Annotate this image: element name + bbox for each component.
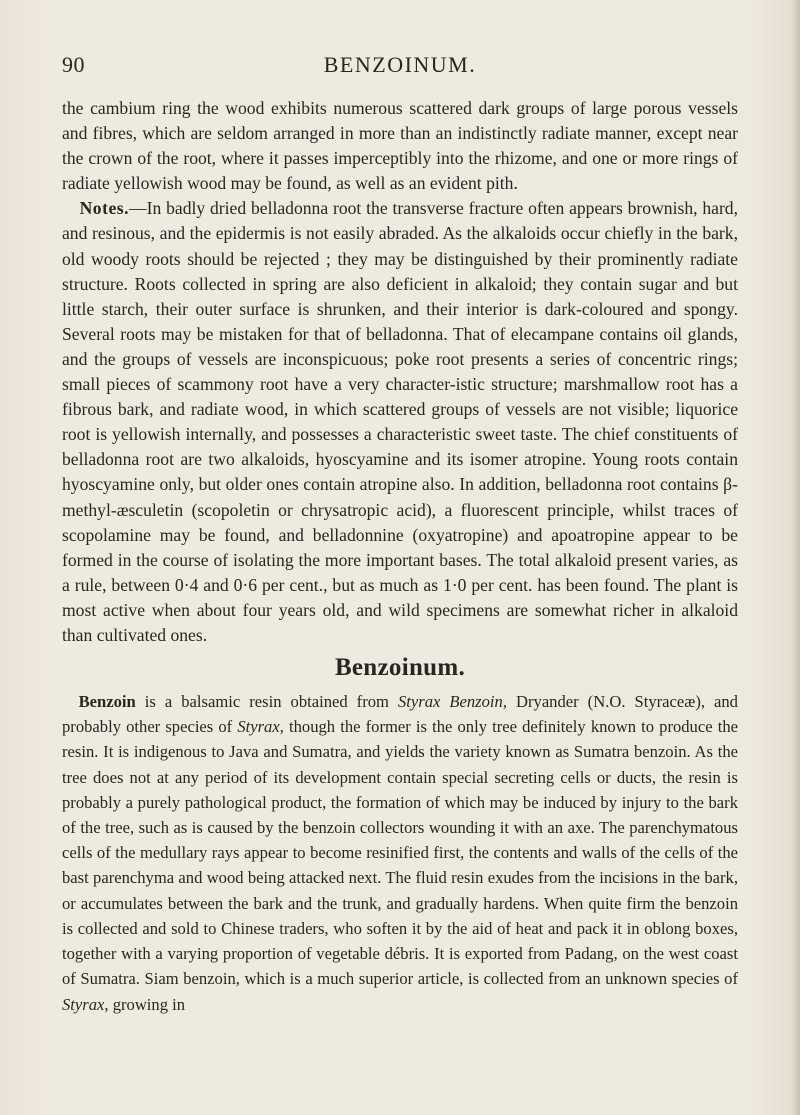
page-header <box>62 52 738 82</box>
species-styrax-benzoin: Styrax Benzoin <box>397 692 503 712</box>
page-edge-shadow <box>792 0 800 1115</box>
benzoin-text-b: , Dryander (N.O. Styraceæ), and probably other species of <box>62 692 738 737</box>
benzoin-text-d: , growing in <box>104 994 186 1014</box>
running-head: BENZOINUM. <box>323 52 477 77</box>
notes-text: —In badly dried belladonna root the transverse fracture often appears brownish, hard, and resinous, and the epidermis is not easily abraded. As the alkaloids occur chiefly in the bark, old woody roots should be rejected ; they may be distinguished by their prominently radiate structure. Roots collected in spring are also deficient in alkaloid; they contain sugar and but little starch, their outer surface is shrunken, and their interior is dark-coloured and spongy. Several roots may be mistaken for that of belladonna. That of elecampane contains oil glands, and the groups of vessels are inconspicuous; poke root presents a series of concentric rings; small pieces of scammony root have a very character-istic structure; marshmallow root has a fibrous bark, and radiate wood, in which scattered groups of vessels are not visible; liquorice root is yellowish internally, and possesses a characteristic sweet taste. The chief constituents of belladonna root are two alkaloids, hyoscyamine and its isomer atropine. Young roots contain hyoscyamine only, but older ones contain atropine also. In addition, belladonna root contains β-methyl-æsculetin (scopoletin or chrysatropic acid), a fluorescent principle, whilst traces of scopolamine may be found, and belladonnine (oxyatropine) and apoatropine appear to be formed in the course of isolating the more important bases. The total alkaloid present varies, as a rule, between 0·4 and 0·6 per cent., but as much as 1·0 per cent. has been found. The plant is most active when about four years old, and wild specimens are somewhat richer in alkaloid than cultivated ones. <box>62 198 738 645</box>
genus-styrax: Styrax <box>237 717 280 737</box>
page-body <box>62 96 738 1017</box>
continued-paragraph: the cambium ring the wood exhibits numerous scattered dark groups of large porous vessels and fibres, which are seldom arranged in more than an indistinctly radiate manner, except near the crown of the root, where it passes imperceptibly into the rhizome, and one or more rings of radiate yellowish wood may be found, as well as an evident pith. <box>62 98 738 194</box>
term-benzoin: Benzoin <box>78 692 136 712</box>
notes-paragraph <box>62 196 738 648</box>
benzoin-paragraph <box>62 689 738 1017</box>
benzoin-text-c: , though the former is the only tree definitely known to produce the resin. It is indigenous to Java and Sumatra, and yields the variety known as Sumatra benzoin. As the tree does not at any period of its development contain special secreting cells or ducts, the resin is probably a purely pathological product, the formation of which may be induced by injury to the bark of the tree, such as is caused by the benzoin collectors wounding it with an axe. The parenchymatous cells of the medullary rays appear to become resinified first, the contents and walls of the cells of the bast parenchyma and wood being attacked next. The fluid resin exudes from the incisions in the bark, or accumulates between the bark and the trunk, and gradually hardens. When quite firm the benzoin is collected and sold to Chinese traders, who soften it by the aid of heat and pack it in oblong boxes, together with a varying proportion of vegetable débris. It is exported from Padang, on the west coast of Sumatra. Siam benzoin, which is a much superior article, is collected from an unknown species of <box>62 717 738 989</box>
genus-styrax-end: Styrax <box>62 994 105 1014</box>
benzoin-text-a: is a balsamic resin obtained from <box>135 692 398 712</box>
section-title: Benzoinum. <box>334 654 466 682</box>
page-number: 90 <box>62 52 85 77</box>
notes-label: Notes. <box>79 198 130 219</box>
